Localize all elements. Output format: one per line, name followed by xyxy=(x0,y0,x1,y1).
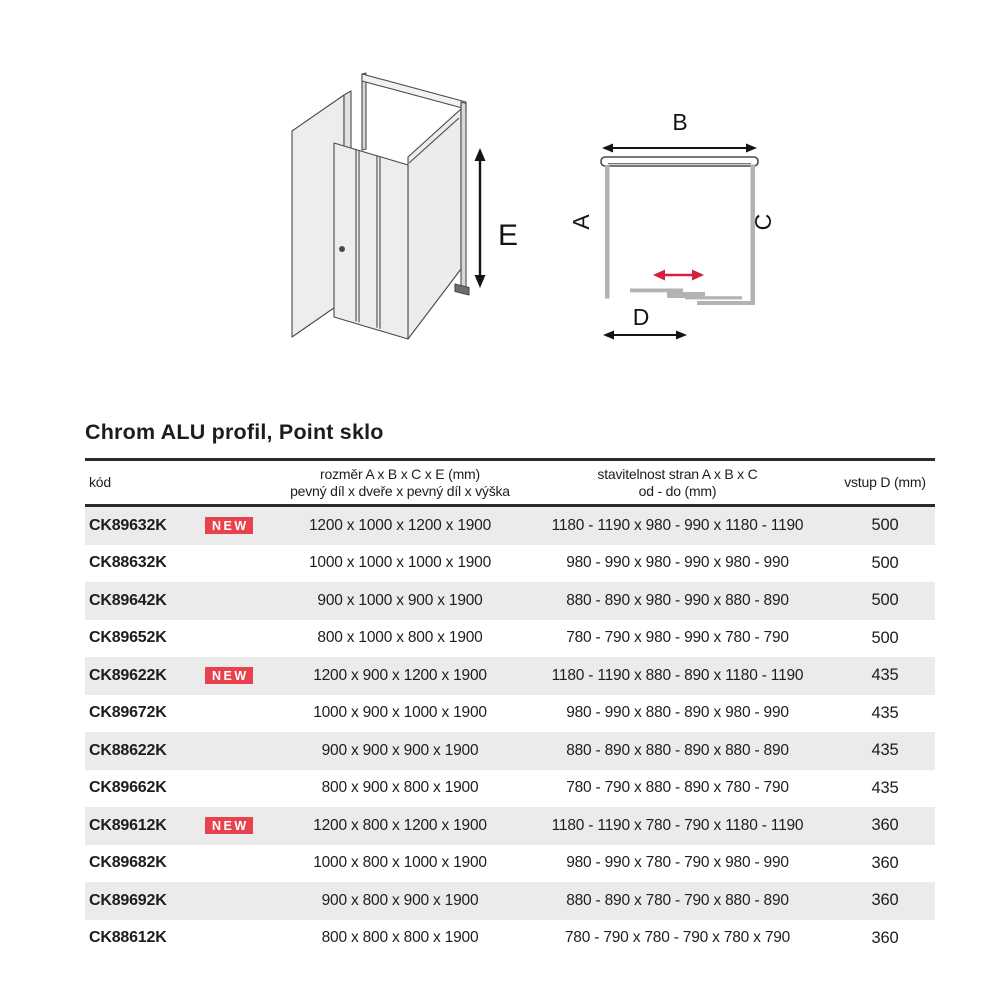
adjustability-value: 1180 - 1190 x 780 - 790 x 1180 - 1190 xyxy=(551,816,804,834)
wall-c-return xyxy=(697,301,755,305)
table-row xyxy=(85,882,935,920)
entry-width-value: 360 xyxy=(871,853,899,872)
sliding-door-panels xyxy=(334,143,408,339)
right-front-profile xyxy=(461,102,466,288)
adjustability-value: 980 - 990 x 980 - 990 x 980 - 990 xyxy=(566,554,789,572)
column-header-rozmer xyxy=(280,466,520,499)
table-row xyxy=(85,770,935,808)
door-panel-bar xyxy=(685,296,742,299)
entry-width-value: 500 xyxy=(871,553,899,572)
product-code: CK89622K xyxy=(89,666,167,684)
table-row xyxy=(85,845,935,883)
dimension-label-d: D xyxy=(632,304,650,330)
table-row xyxy=(85,620,935,658)
dimensions-value: 800 x 1000 x 800 x 1900 xyxy=(317,629,483,647)
product-code: CK89672K xyxy=(89,704,167,722)
product-code: CK88632K xyxy=(89,554,167,572)
badge-cell xyxy=(205,817,280,835)
entry-width-value: 435 xyxy=(871,778,899,797)
door-panel-bar xyxy=(630,289,683,293)
product-table xyxy=(85,458,935,957)
product-code: CK88622K xyxy=(89,741,167,759)
new-badge: NEW xyxy=(205,817,253,835)
page-title: Chrom ALU profil, Point sklo xyxy=(85,420,384,444)
dimensions-value: 1200 x 900 x 1200 x 1900 xyxy=(313,666,487,684)
profile-foot xyxy=(455,284,469,295)
back-corner-profile xyxy=(362,73,366,150)
width-dimension-arrow-b xyxy=(602,144,757,153)
entry-width-value: 500 xyxy=(871,591,899,610)
adjustability-value: 880 - 890 x 880 - 890 x 880 - 890 xyxy=(566,741,789,759)
dimensions-value: 1000 x 1000 x 1000 x 1900 xyxy=(308,554,491,572)
door-slide-arrow xyxy=(653,270,704,281)
plan-diagram xyxy=(568,98,803,353)
wall-c xyxy=(751,165,756,305)
product-code: CK89652K xyxy=(89,629,167,647)
new-badge: NEW xyxy=(205,667,253,685)
adjustability-value: 880 - 890 x 780 - 790 x 880 - 890 xyxy=(566,891,789,909)
badge-cell xyxy=(205,667,280,685)
adjustability-value: 1180 - 1190 x 980 - 990 x 1180 - 1190 xyxy=(551,516,804,534)
product-code: CK89682K xyxy=(89,854,167,872)
dimensions-value: 1200 x 1000 x 1200 x 1900 xyxy=(308,516,491,534)
header-line: rozměr A x B x C x E (mm) xyxy=(320,465,480,482)
isometric-diagram xyxy=(278,53,543,368)
adjustability-value: 980 - 990 x 880 - 890 x 980 - 990 xyxy=(566,704,789,722)
adjustability-value: 780 - 790 x 980 - 990 x 780 - 790 xyxy=(566,629,789,647)
table-row xyxy=(85,582,935,620)
door-knob xyxy=(339,246,345,252)
table-row xyxy=(85,732,935,770)
header-line: stavitelnost stran A x B x C xyxy=(597,465,758,482)
table-row xyxy=(85,545,935,583)
product-code: CK89642K xyxy=(89,591,167,609)
entry-width-value: 360 xyxy=(871,891,899,910)
dimensions-value: 1000 x 800 x 1000 x 1900 xyxy=(313,854,487,872)
dimensions-value: 1000 x 900 x 1000 x 1900 xyxy=(313,704,487,722)
adjustability-value: 1180 - 1190 x 880 - 890 x 1180 - 1190 xyxy=(551,666,804,684)
product-code: CK89632K xyxy=(89,516,167,534)
dimension-label-c: C xyxy=(750,213,776,231)
adjustability-value: 780 - 790 x 880 - 890 x 780 - 790 xyxy=(566,779,789,797)
top-support-bar xyxy=(601,157,758,166)
entry-width-value: 360 xyxy=(871,816,899,835)
product-code: CK89612K xyxy=(89,816,167,834)
entry-width-value: 435 xyxy=(871,703,899,722)
badge-cell xyxy=(205,517,280,535)
table-row xyxy=(85,657,935,695)
header-line: od - do (mm) xyxy=(638,482,717,499)
dimensions-value: 800 x 800 x 800 x 1900 xyxy=(321,929,479,947)
entry-width-value: 435 xyxy=(871,666,899,685)
dimensions-value: 900 x 800 x 900 x 1900 xyxy=(321,891,479,909)
product-code: CK89692K xyxy=(89,891,167,909)
dimension-label-a: A xyxy=(568,214,594,230)
dimensions-value: 900 x 1000 x 900 x 1900 xyxy=(317,591,483,609)
adjustability-value: 980 - 990 x 780 - 790 x 980 - 990 xyxy=(566,854,789,872)
dimensions-value: 800 x 900 x 800 x 1900 xyxy=(321,779,479,797)
table-row xyxy=(85,807,935,845)
table-header xyxy=(85,458,935,507)
header-line: pevný díl x dveře x pevný díl x výška xyxy=(290,482,510,499)
product-code: CK89662K xyxy=(89,779,167,797)
adjustability-value: 780 - 790 x 780 - 790 x 780 x 790 xyxy=(564,929,791,947)
entry-dimension-arrow-d xyxy=(603,331,687,340)
right-side-panel xyxy=(408,109,461,339)
wall-a xyxy=(605,166,610,299)
table-body xyxy=(85,507,935,957)
dimension-label-e: E xyxy=(498,219,519,252)
dimensions-value: 1200 x 800 x 1200 x 1900 xyxy=(313,816,487,834)
column-header-kod: kód xyxy=(89,474,111,491)
entry-width-value: 435 xyxy=(871,741,899,760)
column-header-stavitelnost xyxy=(520,466,835,499)
table-row xyxy=(85,695,935,733)
column-header-vstup: vstup D (mm) xyxy=(844,474,926,491)
product-code: CK88612K xyxy=(89,929,167,947)
table-row xyxy=(85,920,935,958)
dimension-label-b: B xyxy=(672,109,688,135)
top-rail xyxy=(362,74,466,109)
new-badge: NEW xyxy=(205,517,253,535)
table-row xyxy=(85,507,935,545)
entry-width-value: 500 xyxy=(871,628,899,647)
dimensions-value: 900 x 900 x 900 x 1900 xyxy=(321,741,479,759)
height-dimension-arrow-e xyxy=(475,148,486,288)
adjustability-value: 880 - 890 x 980 - 990 x 880 - 890 xyxy=(566,591,789,609)
entry-width-value: 500 xyxy=(871,516,899,535)
entry-width-value: 360 xyxy=(871,928,899,947)
